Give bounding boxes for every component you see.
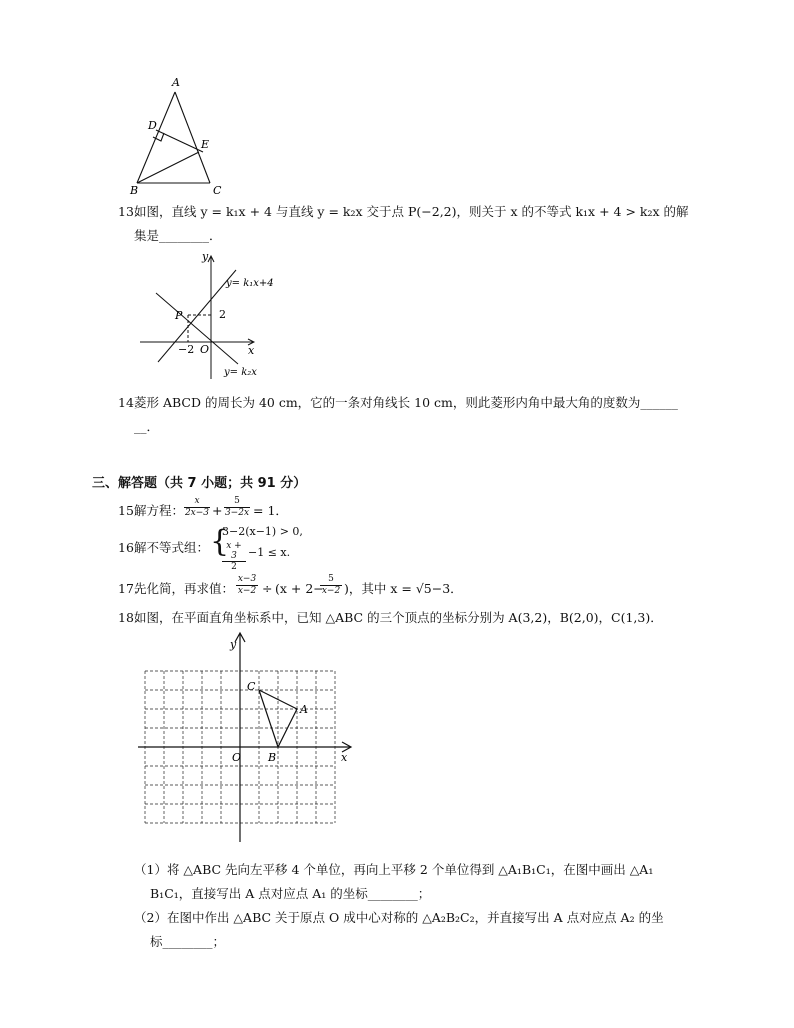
point-p-label: P (175, 309, 183, 322)
q16-brace: { (210, 524, 230, 559)
q13-text-line2: 集是________． (134, 228, 222, 243)
label-c: C (213, 184, 222, 197)
q16-row2-fraction (222, 541, 246, 572)
line-k2-label: y= k₂x (224, 367, 257, 378)
q16-prefix: 解不等式组： (134, 540, 210, 555)
q16-row1: 3−2(x−1) > 0, (222, 525, 303, 538)
q17-number: 17. (118, 581, 138, 596)
tick-2: 2 (219, 308, 226, 321)
q18-number: 18. (118, 610, 138, 625)
q16-number: 16. (118, 540, 138, 555)
q17-f2-num: 5 (320, 574, 342, 586)
vertex-b-label: B (268, 751, 277, 764)
grid-y-label: y (230, 638, 237, 651)
q18-sub2-line1: （2）在图中作出 △ABC 关于原点 O 成中心对称的 △A₂B₂C₂，并直接写出 A 点对应点 A₂ 的坐 (134, 910, 664, 925)
label-b: B (130, 184, 139, 197)
q16-row2-num: x + 3 (222, 541, 246, 562)
q18-sub2-line2: 标________； (150, 934, 226, 949)
q15-f2-num: 5 (224, 496, 250, 508)
vertex-c-label: C (247, 680, 256, 693)
segment-be (137, 152, 199, 183)
coordinate-grid (130, 630, 360, 845)
q15-f2-den: 3−2x (224, 508, 250, 518)
graph-y-label: y (202, 250, 209, 263)
q18-sub1-line2: B₁C₁，直接写出 A 点对应点 A₁ 的坐标________； (150, 886, 431, 901)
q15-f1-den: 2x−3 (184, 508, 210, 518)
origin-label: O (200, 343, 210, 356)
q17-paren-close: )，其中 x = √5−3． (344, 581, 463, 596)
grid-x-label: x (341, 751, 348, 764)
q13-graph (136, 248, 286, 383)
q13-text-line1: 如图，直线 y = k₁x + 4 与直线 y = k₂x 交于点 P(−2,2)，则关于 x 的不等式 k₁x + 4 > k₂x 的解 (134, 204, 689, 219)
graph-x-label: x (248, 344, 255, 357)
q18-sub1-line1: （1）将 △ABC 先向左平移 4 个单位，再向上平移 2 个单位得到 △A₁B₁C₁，在图中画出 △A₁ (134, 862, 654, 877)
q17-f1-den: x−2 (237, 586, 257, 596)
q15-suffix: = 1． (253, 503, 288, 518)
q17-divide: ÷ (262, 581, 273, 596)
q17-fraction-1 (236, 574, 258, 597)
q17-paren-open: (x + 2− (275, 581, 324, 596)
q17-prefix: 先化简，再求值： (134, 581, 235, 596)
q14-text-line2: __． (134, 419, 160, 434)
label-d: D (148, 119, 157, 132)
q17-f1-num: x−3 (237, 574, 257, 584)
tick-neg2: −2 (178, 343, 195, 356)
q15-number: 15. (118, 503, 138, 518)
segment-de (156, 130, 203, 152)
q17-f2-den: x−2 (321, 586, 341, 596)
triangle-figure (120, 72, 240, 197)
edge-ab (137, 92, 175, 183)
section-3-title: 三、解答题（共 7 小题；共 91 分） (92, 476, 307, 491)
q16-row2-den: 2 (231, 562, 237, 572)
grid-origin-label: O (232, 751, 242, 764)
q14-text-line1: 菱形 ABCD 的周长为 40 cm，它的一条对角线长 10 cm，则此菱形内角中最大角的度数为______ (134, 395, 678, 410)
label-e: E (201, 138, 210, 151)
q15-plus: + (212, 503, 223, 518)
q15-f1-num: x (184, 496, 210, 508)
label-a: A (172, 76, 180, 89)
line-k2 (156, 293, 238, 364)
q13-number: 13. (118, 204, 138, 219)
line-k1-label: y= k₁x+4 (226, 278, 274, 289)
q15-fraction-1 (184, 496, 210, 519)
q14-number: 14. (118, 395, 138, 410)
q16-row2-rest: −1 ≤ x. (248, 546, 291, 559)
q15-fraction-2 (224, 496, 250, 519)
q17-fraction-2 (320, 574, 342, 597)
q15-prefix: 解方程： (134, 503, 185, 518)
q18-text-line1: 如图，在平面直角坐标系中，已知 △ABC 的三个顶点的坐标分别为 A(3,2)，B(2,0)，C(1,3)． (134, 610, 663, 625)
vertex-a-label: A (300, 703, 308, 716)
